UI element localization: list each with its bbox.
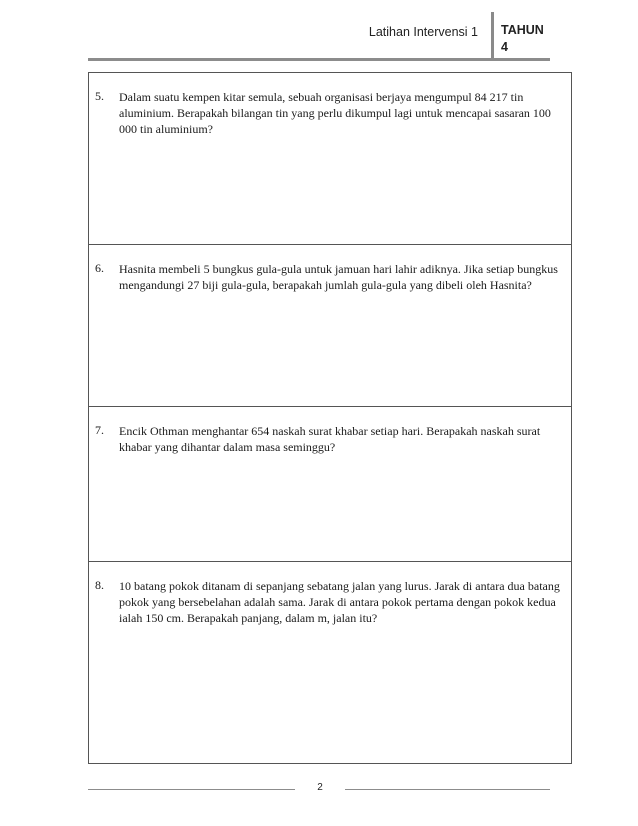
question-row-8 [89,562,571,763]
footer-rule-right [345,789,550,790]
header-year-line2: 4 [501,40,508,54]
question-table [88,72,572,764]
question-row-5 [89,73,571,245]
question-number: 7. [95,423,104,437]
header-title: Latihan Intervensi 1 [368,25,478,39]
question-row-7 [89,407,571,562]
header-separator [491,12,494,58]
question-text: Encik Othman menghantar 654 naskah surat khabar setiap hari. Berapakah naskah surat khabar yang dihantar dalam masa seminggu? [119,424,541,454]
question-row-6 [89,245,571,407]
header-year [501,22,551,56]
page-header [88,12,550,58]
question-text: Dalam suatu kempen kitar semula, sebuah organisasi berjaya mengumpul 84 217 tin aluminium. Berapakah bilangan tin yang perlu dikumpul lagi untuk mencapai sasaran 100 000 tin aluminium? [119,90,551,136]
footer-rule-left [88,789,295,790]
question-number: 6. [95,261,104,275]
question-number: 8. [95,578,104,592]
header-rule [88,58,550,61]
header-year-line1: TAHUN [501,23,544,37]
page-number: 2 [317,782,323,793]
question-number: 5. [95,89,104,103]
question-text: 10 batang pokok ditanam di sepanjang sebatang jalan yang lurus. Jarak di antara dua batang pokok yang bersebelahan adalah sama. Jarak di antara pokok pertama dengan pokok kedua ialah 150 cm. Berapakah panjang, dalam m, jalan itu? [119,579,560,625]
question-text: Hasnita membeli 5 bungkus gula-gula untuk jamuan hari lahir adiknya. Jika setiap bungkus mengandungi 27 biji gula-gula, berapakah jumlah gula-gula yang dibeli oleh Hasnita? [119,262,558,292]
